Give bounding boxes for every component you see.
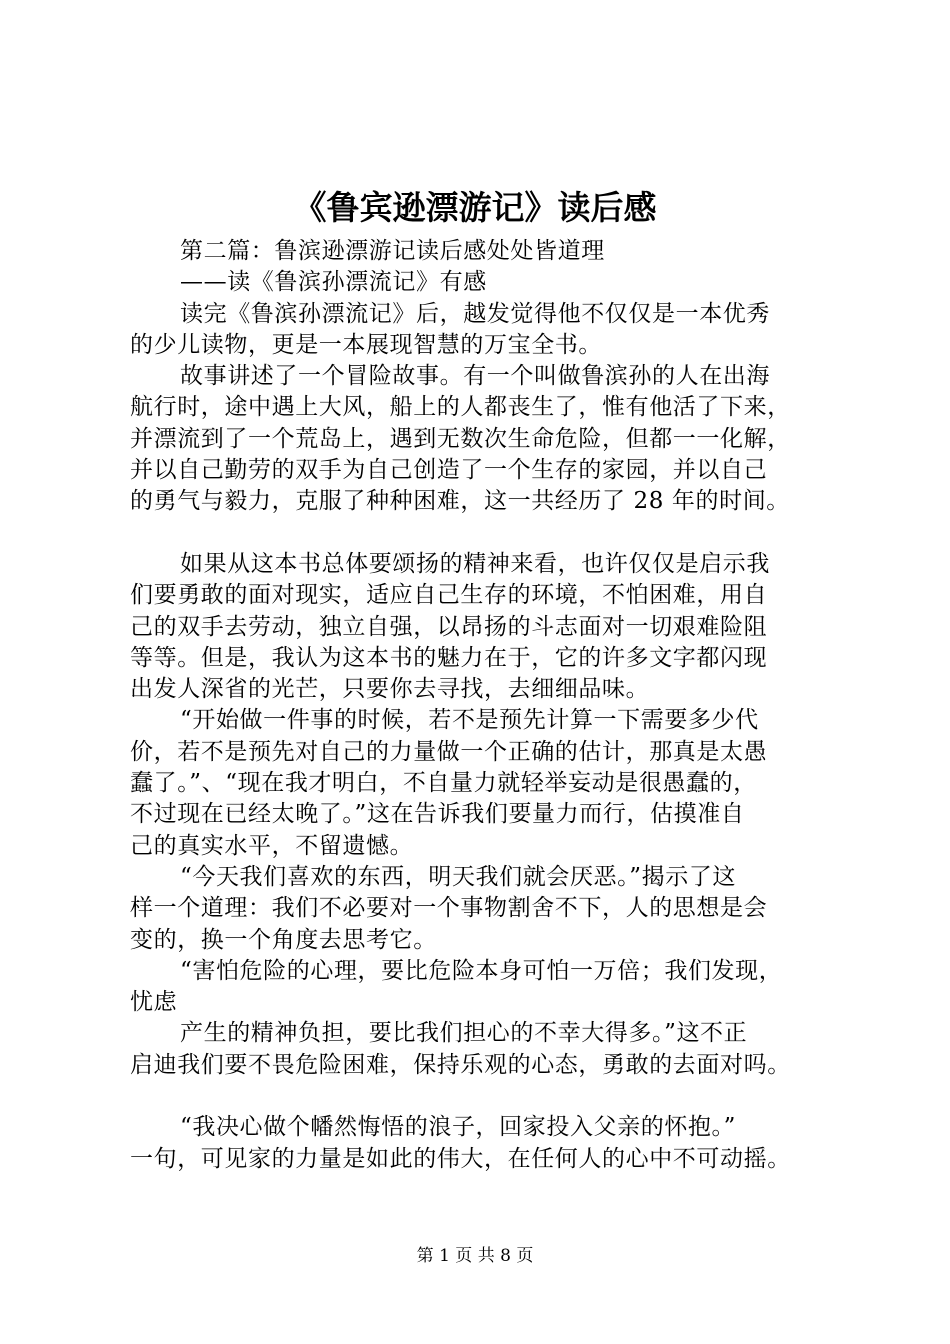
blank-line <box>130 1081 850 1112</box>
body-line: 启迪我们要不畏危险困难，保持乐观的心态，勇敢的去面对吗。 <box>130 1051 791 1078</box>
body-line: 航行时，途中遇上大风，船上的人都丧生了，惟有他活了下来， <box>130 394 791 421</box>
body-line: 己的双手去劳动，独立自强，以昂扬的斗志面对一切艰难险阻 <box>130 613 768 640</box>
body-line: 出发人深省的光芒，只要你去寻找，去细细品味。 <box>130 676 650 703</box>
body-line: 样一个道理：我们不必要对一个事物割舍不下，人的思想是会 <box>130 895 768 922</box>
body-line: “害怕危险的心理，要比危险本身可怕一万倍；我们发现， <box>180 957 783 984</box>
body-line: “我决心做个幡然悔悟的浪子，回家投入父亲的怀抱。” <box>180 1114 737 1141</box>
document-body <box>130 236 850 1175</box>
body-line: 变的，换一个角度去思考它。 <box>130 926 437 953</box>
body-line: 并以自己勤劳的双手为自己创造了一个生存的家园，并以自己 <box>130 457 768 484</box>
body-line: 的勇气与毅力，克服了种种困难，这一共经历了 28 年的时间。 <box>130 488 790 515</box>
body-line: 如果从这本书总体要颂扬的精神来看，也许仅仅是启示我 <box>180 550 770 577</box>
body-line: 产生的精神负担，要比我们担心的不幸大得多。”这不正 <box>180 1020 748 1047</box>
body-line: “开始做一件事的时候，若不是预先计算一下需要多少代 <box>180 707 759 734</box>
body-line: 己的真实水平，不留遗憾。 <box>130 832 414 859</box>
body-line: 不过现在已经太晚了。”这在告诉我们要量力而行，估摸准自 <box>130 801 745 828</box>
body-line: ——读《鲁滨孙漂流记》有感 <box>180 269 487 296</box>
body-line: 并漂流到了一个荒岛上，遇到无数次生命危险，但都一一化解， <box>130 425 791 452</box>
body-line: 读完《鲁滨孙漂流记》后，越发觉得他不仅仅是一本优秀 <box>180 300 770 327</box>
body-line: “今天我们喜欢的东西，明天我们就会厌恶。”揭示了这 <box>180 863 737 890</box>
page-footer: 第 1 页 共 8 页 <box>416 1246 534 1266</box>
blank-line <box>130 518 850 549</box>
body-line: 的少儿读物，更是一本展现智慧的万宝全书。 <box>130 331 602 358</box>
body-line: 等等。但是，我认为这本书的魅力在于，它的许多文字都闪现 <box>130 644 768 671</box>
body-line: 故事讲述了一个冒险故事。有一个叫做鲁滨孙的人在出海 <box>180 363 770 390</box>
body-line: 价，若不是预先对自己的力量做一个正确的估计，那真是太愚 <box>130 738 768 765</box>
body-line: 一句，可见家的力量是如此的伟大，在任何人的心中不可动摇。 <box>130 1145 791 1172</box>
document-title: 《鲁宾逊漂游记》读后感 <box>293 188 657 227</box>
body-line: 第二篇：鲁滨逊漂游记读后感处处皆道理 <box>180 238 605 264</box>
body-line: 们要勇敢的面对现实，适应自己生存的环境，不怕困难，用自 <box>130 582 768 609</box>
body-line: 忧虑 <box>130 989 178 1016</box>
body-line: 蠢了。”、“现在我才明白，不自量力就轻举妄动是很愚蠢的， <box>130 770 757 797</box>
